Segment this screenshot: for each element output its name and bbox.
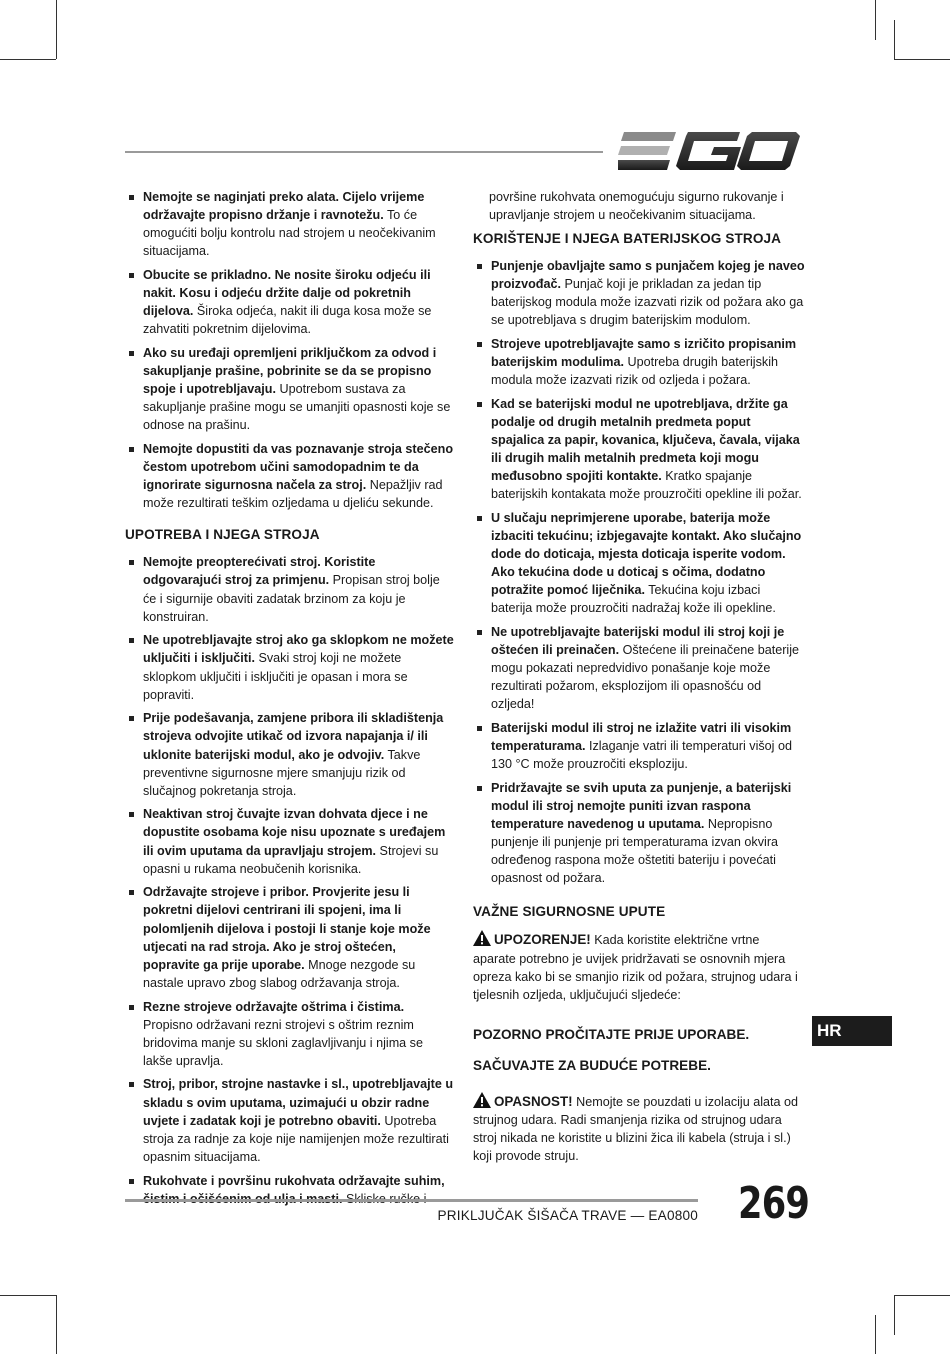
warning-paragraph: UPOZORENJE! Kada koristite električne vrtne aparate potrebno je uvijek pridržavati se osnovnih mjera opreza kako bi se smanjio rizik od požara, strujnog udara i tjelesnih ozljeda, uključujući sljedeće: <box>473 932 798 1002</box>
crop-mark <box>0 59 56 60</box>
list-item: Prije podešavanja, zamjene pribora ili skladištenja strojeva odvojite utikač od izvora napajanja i/ ili uklonite baterijski modul, ako je odvojiv. Takve preventivne sigurnosne mjere smanjuju rizik od slučajnog pokretanja stroja. <box>125 709 455 799</box>
keep-instructions-title: SAČUVAJTE ZA BUDUĆE POTREBE. <box>473 1057 711 1073</box>
list-item: Pridržavajte se svih uputa za punjenje, a baterijski modul ili stroj nemojte puniti izvan raspona temperature navedenog u uputama. Nepropisno punjenje ili punjenje pri temperaturama izvan okvira određenog raspona može oštetiti bateriju i povećati opasnost od požara. <box>473 779 805 888</box>
list-item: Punjenje obavljajte samo s punjačem kojeg je naveo proizvođač. Punjač koji je prikladan za jedan tip baterijskog modula može izazvati rizik od požara ako ga se upotrebljava s drugim baterijskim modulom. <box>473 257 805 329</box>
list-item: Ne upotrebljavajte baterijski modul ili stroj koji je oštećen ili preinačen. Oštećene ili preinačene baterije mogu pokazati nepredvidivo ponašanje koje može rezultirati požarom, eksplozijom ili opasnošću od ozljeda! <box>473 623 805 713</box>
page-number: 269 <box>738 1178 810 1229</box>
left-column <box>125 188 455 1213</box>
read-before-use-title: POZORNO PROČITAJTE PRIJE UPORABE. <box>473 1026 750 1042</box>
section-title: KORIŠTENJE I NJEGA BATERIJSKOG STROJA <box>473 230 782 246</box>
list-item: Rezne strojeve održavajte oštrima i čistima. Propisno održavani rezni strojevi s oštrim reznim bridovima manje su skloni zaglavljivanju i njima se lakše upravlja. <box>125 998 455 1070</box>
list-item: Kad se baterijski modul ne upotrebljava, držite ga podalje od drugih metalnih predmeta poput spajalica za papir, kovanica, ključeva, čavala, vijaka ili drugih malih metalnih predmeta koji mogu međusobno spojiti kontakte. Kratko spajanje baterijskih kontakata može prouzročiti opekline ili požar. <box>473 395 805 504</box>
safety-title: VAŽNE SIGURNOSNE UPUTE <box>473 904 666 920</box>
list-item: Rukohvate i površinu rukohvata održavajte suhim, <box>125 1172 455 1208</box>
list-item: Nemojte se naginjati preko alata. Cijelo vrijeme održavajte propisno držanje i ravnotežu. To će omogućiti bolju kontrolu nad strojem u neočekivanim situacijama. <box>125 188 455 260</box>
crop-mark <box>875 1315 876 1354</box>
footer-text: PRIKLJUČAK ŠIŠAČA TRAVE — EA0800 <box>437 1208 698 1223</box>
header-rule <box>125 151 603 153</box>
crop-mark <box>875 0 876 40</box>
list-item: U slučaju neprimjerene uporabe, baterija može izbaciti tekućinu; izbjegavajte kontakt. Ako slučajno dode do doticaja, mjesta doticaja isperite vodom. Ako tekućina dode u doticaj s očima, dodatno potražite pomoć liječnika. Tekućina koju izbaci baterija može prouzročiti nadražaj kože ili opekline. <box>473 509 805 618</box>
danger-paragraph: OPASNOST! Nemojte se pouzdati u izolaciju alata od strujnog udara. Radi smanjenja rizika od strujnog udara stroj nikada ne koristite u blizini žica ili kabela (struja i sl.) koji provode struju. <box>473 1093 799 1164</box>
crop-mark <box>56 1295 57 1354</box>
list-item: Ako su uređaji opremljeni priključkom za odvod i sakupljanje prašine, pobrinite se da se propisno spoje i upotrebljavaju. Upotrebom sustava za sakupljanje prašine mogu se umanjiti opasnosti koje se odnose na prašinu. <box>125 344 455 434</box>
crop-mark <box>894 59 950 60</box>
list-item: Održavajte strojeve i pribor. Provjerite jesu li pokretni dijelovi centrirani ili spojeni, ima li polomljenih dijelova i postoji li stanje koje može utjecati na rad stroja. Ako je stroj oštećen, popravite ga prije uporabe. Mnoge nezgode su nastale upravo zbog slabog održavanja stroja. <box>125 883 455 992</box>
list-item: Ne upotrebljavajte stroj ako ga sklopkom ne možete uključiti i isključiti. Svaki stroj koji ne možete sklopkom uključiti i isključiti je opasan i mora se popraviti. <box>125 631 455 703</box>
section-title: UPOTREBA I NJEGA STROJA <box>125 527 320 543</box>
ego-logo <box>618 130 800 172</box>
continuation-text: površine rukohvata onemogućuju sigurno rukovanje i upravljanje strojem u neočekivanim situacijama. <box>489 190 784 223</box>
crop-mark <box>894 1295 950 1296</box>
footer-rule <box>125 1199 698 1202</box>
list-item: Nemojte dopustiti da vas poznavanje stroja stečeno čestom upotrebom učini samodopadnim te da ignorirate sigurnosna načela za stroj. Nepažljiv rad može rezultirati teškim ozljedama u djeliću sekunde. <box>125 440 455 512</box>
warning-icon <box>473 930 491 946</box>
crop-mark <box>56 0 57 59</box>
crop-mark <box>894 1295 895 1335</box>
list-item: Obucite se prikladno. Ne nosite široku odjeću ili nakit. Kosu i odjeću držite dalje od pokretnih dijelova. Široka odjeća, nakit ili duga kosa može se zahvatiti pokretnim dijelovima. <box>125 266 455 338</box>
right-column <box>473 188 805 1179</box>
crop-mark <box>894 20 895 60</box>
list-item: Baterijski modul ili stroj ne izlažite vatri ili visokim temperaturama. Izlaganje vatri ili temperaturi višoj od 130 °C može prouzročiti eksploziju. <box>473 719 805 773</box>
list-item: Nemojte preopterećivati stroj. Koristite odgovarajući stroj za primjenu. Propisan stroj bolje će i sigurnije obaviti zadatak brzinom za koju je konstruiran. <box>125 553 455 625</box>
language-tab: HR <box>812 1016 892 1046</box>
list-item: Stroj, pribor, strojne nastavke i sl., upotrebljavajte u skladu s ovim uputama, uzimajući u obzir radne uvjete i zadatak koji je potrebno obaviti. Upotreba stroja za radnje za koje nije namijenjen može rezultirati opasnim situacijama. <box>125 1075 455 1165</box>
crop-mark <box>0 1295 56 1296</box>
list-item: Strojeve upotrebljavajte samo s izričito propisanim baterijskim modulima. Upotreba drugih baterijskih modula može izazvati rizik od ozljeda i požara. <box>473 335 805 389</box>
list-item: Neaktivan stroj čuvajte izvan dohvata djece i ne dopustite osobama koje nisu upoznate s uređajem ili ovim uputama da upravljaju strojem. Strojevi su opasni u rukama neobučenih korisnika. <box>125 805 455 877</box>
danger-icon <box>473 1092 491 1108</box>
